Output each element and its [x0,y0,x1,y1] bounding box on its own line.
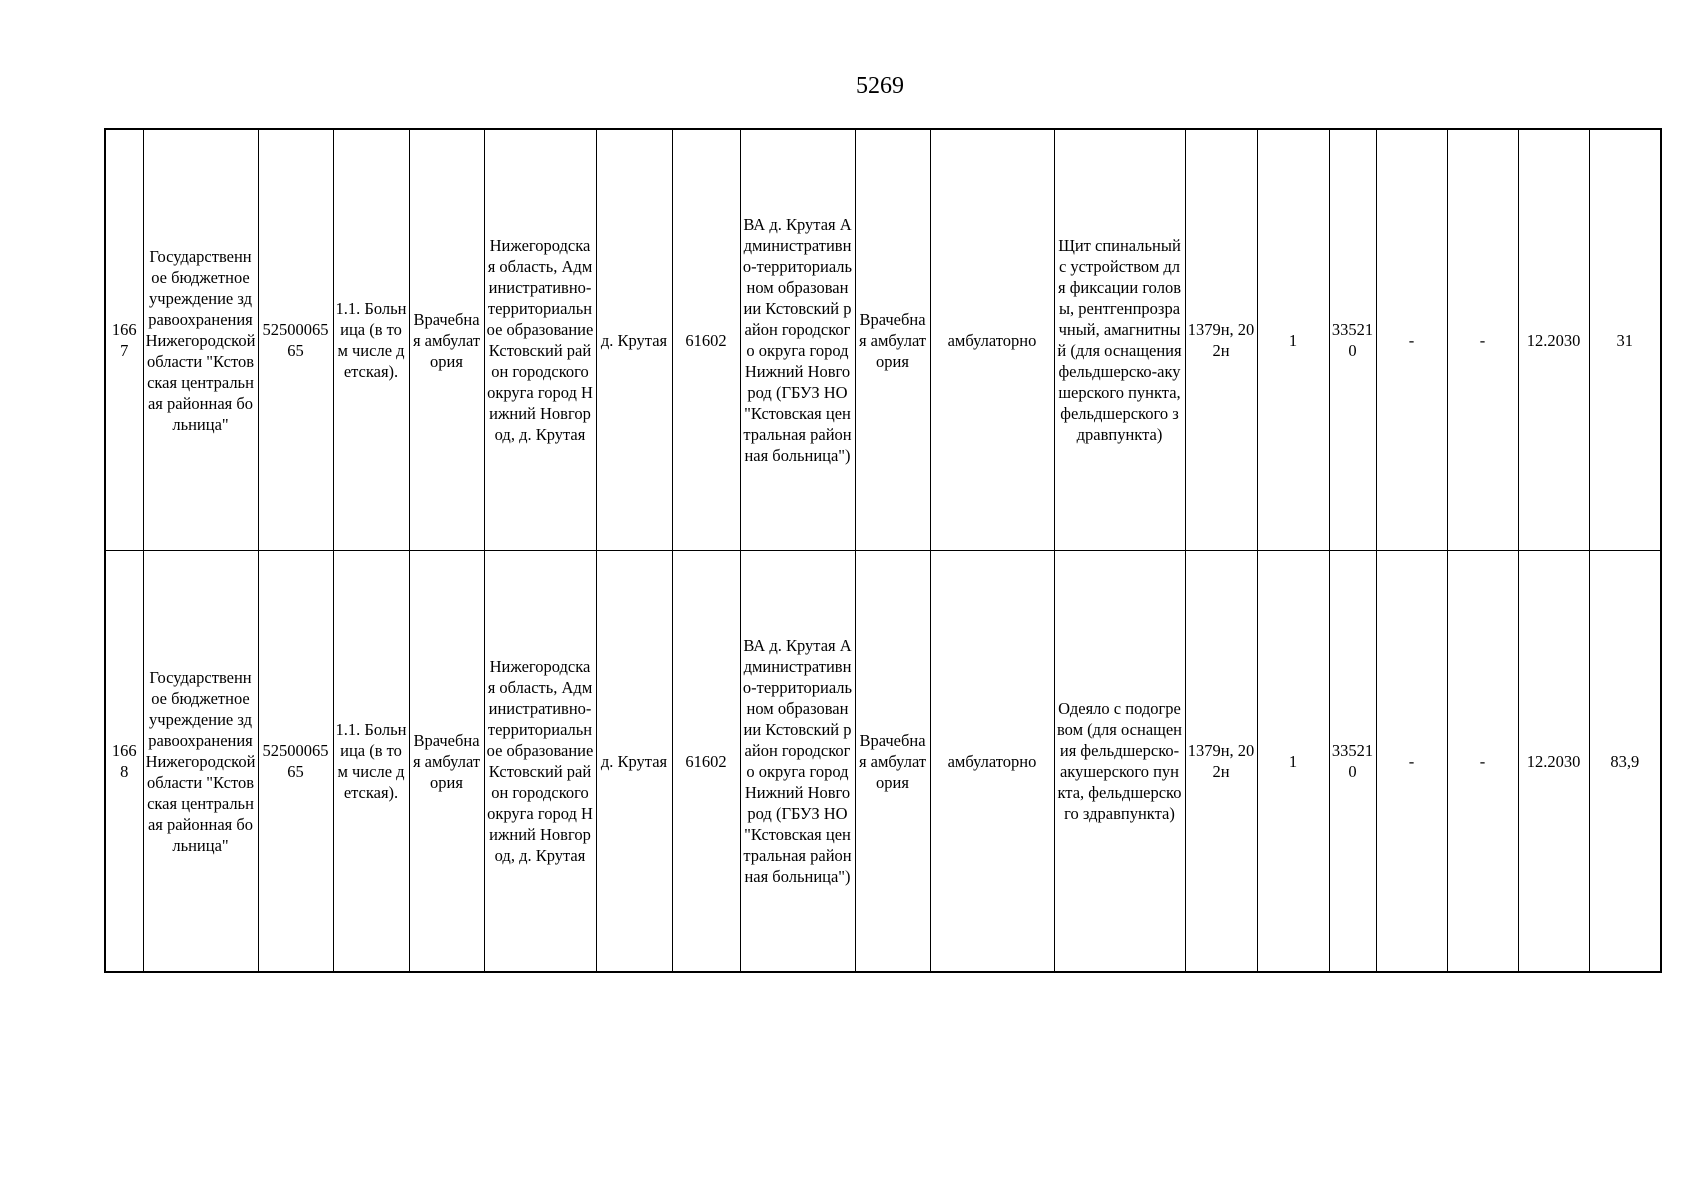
facility-type-cell: 1.1. Больница (в том числе детская). [333,551,409,973]
dash-cell: - [1447,129,1518,551]
registry-table [104,128,1662,973]
page-number: 5269 [856,73,904,99]
dash-cell: - [1376,551,1447,973]
organization-cell: Государственное бюджетное учреждение здравоохранения Нижегородской области "Кстовская центральная районная больница" [143,129,258,551]
division-type-cell: Врачебная амбулатория [855,129,930,551]
quantity-cell: 1 [1257,551,1329,973]
inn-cell: 5250006565 [258,551,333,973]
table-row [105,551,1661,973]
table-row [105,129,1661,551]
code-cell: 335210 [1329,551,1376,973]
value-cell: 31 [1589,129,1661,551]
order-cell: 1379н, 202н [1185,129,1257,551]
order-cell: 1379н, 202н [1185,551,1257,973]
inn-cell: 5250006565 [258,129,333,551]
dash-cell: - [1447,551,1518,973]
value-cell: 83,9 [1589,551,1661,973]
locality-cell: д. Крутая [596,551,672,973]
care-type-cell: амбулаторно [930,129,1054,551]
address-cell: Нижегородская область, Административно-территориальное образование Кстовский район городского округа город Нижний Новгород, д. Крутая [484,129,596,551]
date-cell: 12.2030 [1518,129,1589,551]
facility-type-cell: 1.1. Больница (в том числе детская). [333,129,409,551]
row-number-cell: 1667 [105,129,143,551]
equipment-cell: Щит спинальный с устройством для фиксации головы, рентгенпрозрачный, амагнитный (для оснащения фельдшерско-акушерского пункта, фельдшерского здравпункта) [1054,129,1185,551]
unit-cell: Врачебная амбулатория [409,551,484,973]
division-type-cell: Врачебная амбулатория [855,551,930,973]
row-number-cell: 1668 [105,551,143,973]
address-cell: Нижегородская область, Административно-территориальное образование Кстовский район городского округа город Нижний Новгород, д. Крутая [484,551,596,973]
division-cell: ВА д. Крутая Административно-территориальном образовании Кстовский район городского округа город Нижний Новгород (ГБУЗ НО "Кстовская центральная районная больница") [740,129,855,551]
division-cell: ВА д. Крутая Административно-территориальном образовании Кстовский район городского округа город Нижний Новгород (ГБУЗ НО "Кстовская центральная районная больница") [740,551,855,973]
date-cell: 12.2030 [1518,551,1589,973]
code-cell: 335210 [1329,129,1376,551]
organization-cell: Государственное бюджетное учреждение здравоохранения Нижегородской области "Кстовская центральная районная больница" [143,551,258,973]
dash-cell: - [1376,129,1447,551]
locality-cell: д. Крутая [596,129,672,551]
oktmo-cell: 61602 [672,129,740,551]
quantity-cell: 1 [1257,129,1329,551]
unit-cell: Врачебная амбулатория [409,129,484,551]
oktmo-cell: 61602 [672,551,740,973]
care-type-cell: амбулаторно [930,551,1054,973]
equipment-cell: Одеяло с подогревом (для оснащения фельдшерско-акушерского пункта, фельдшерского здравпункта) [1054,551,1185,973]
